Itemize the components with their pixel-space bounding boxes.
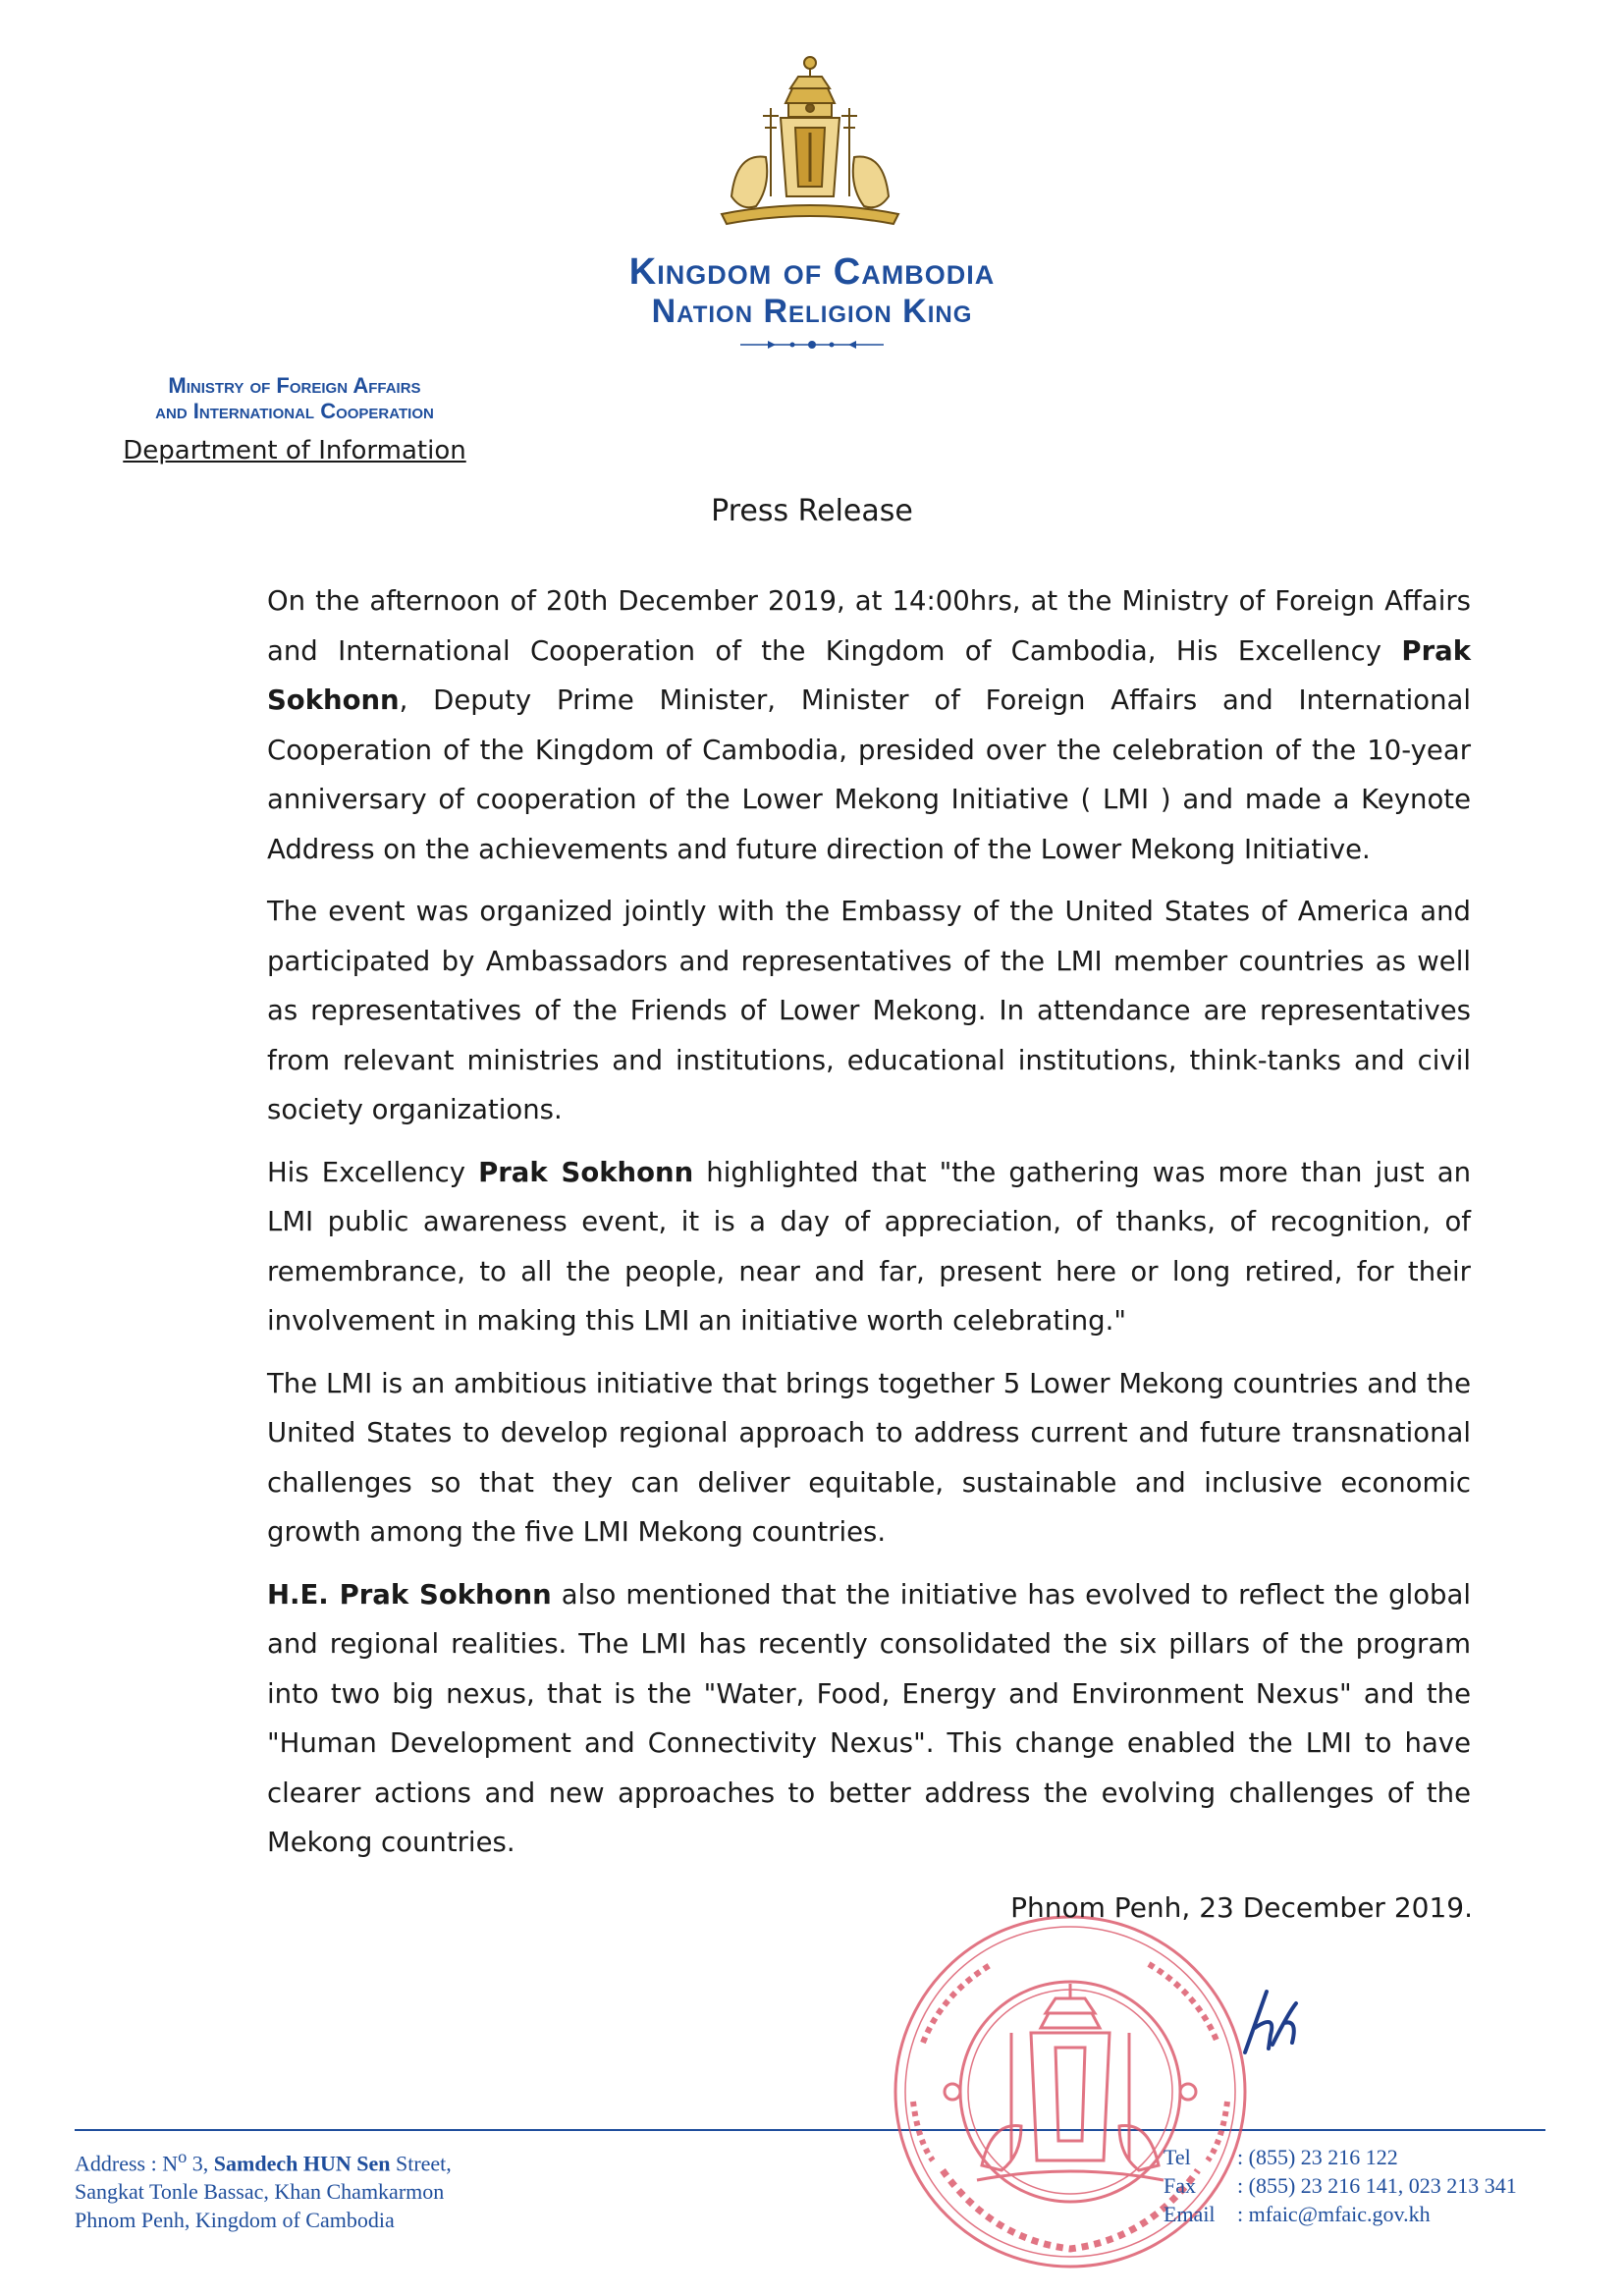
person-name: H.E. Prak Sokhonn — [267, 1578, 552, 1611]
fax-row: Fax : (855) 23 216 141, 023 213 341 — [1164, 2173, 1517, 2198]
person-name: Prak Sokhonn — [267, 634, 1471, 716]
national-motto: Nation Religion King — [651, 293, 973, 330]
ministry-name-line1: Ministry of Foreign Affairs — [168, 373, 421, 398]
paragraph-3: His Excellency Prak Sokhonn highlighted that "the gathering was more than just an LMI public awareness event, it is a day of appreciation, of thanks, of recognition, of remembrance, to all the people, near and far, present here or long retired, for their involvement in making this LMI an initiative worth celebrating." — [267, 1156, 1472, 1337]
footer-address — [75, 2143, 762, 2234]
paragraph-4: The LMI is an ambitious initiative that brings together 5 Lower Mekong countries and the United States to develop regional approach to address current and future transnational challenges so that they can deliver equitable, sustainable and inclusive economic growth among the five LMI Mekong countries. — [267, 1367, 1471, 1548]
paragraph-5: H.E. Prak Sokhonn also mentioned that the initiative has evolved to reflect the global and regional realities. The LMI has recently consolidated the six pillars of the program into two big nexus, that is the "Water, Food, Energy and Environment Nexus" and the "Human Development and Connectivity Nexus". This change enabled the LMI to have clearer actions and new approaches to better address the evolving challenges of the Mekong countries. — [267, 1578, 1471, 1858]
email-row: Email : mfaic@mfaic.gov.kh — [1164, 2202, 1431, 2226]
person-name: Prak Sokhonn — [478, 1156, 694, 1188]
address-line3: Phnom Penh, Kingdom of Cambodia — [75, 2208, 395, 2233]
email-link[interactable]: : mfaic@mfaic.gov.kh — [1237, 2202, 1431, 2226]
document-title: Press Release — [711, 494, 913, 528]
department-name: Department of Information — [123, 436, 466, 465]
address-line2: Sangkat Tonle Bassac, Khan Chamkarmon — [75, 2179, 445, 2205]
dateline: Phnom Penh, 23 December 2019. — [1010, 1891, 1473, 1924]
footer-contact — [1164, 2143, 1596, 2228]
ministry-name-line2: and International Cooperation — [155, 399, 434, 423]
country-name-heading: Kingdom of Cambodia — [628, 251, 996, 293]
address-line1: Address : $N^o$ 3, Samdech HUN Sen Street, — [75, 2147, 452, 2176]
paragraph-2: The event was organized jointly with the Embassy of the United States of America and participated by Ambassadors and representatives of the LMI member countries as well as representatives of the Friends of Lower Mekong. In attendance are representatives from relevant ministries and institutions, educational institutions, think-tanks and civil society organizations. — [267, 896, 1471, 1125]
tel-row: Tel : (855) 23 216 122 — [1164, 2145, 1398, 2169]
ornament-divider-icon — [738, 338, 886, 352]
paragraph-1: On the afternoon of 20th December 2019, at 14:00hrs, at the Ministry of Foreign Affairs and International Cooperation of the Kingdom of Cambodia, His Excellency Prak Sokhonn, Deputy Prime Minister, Minister of Foreign Affairs and International Cooperation of the Kingdom of Cambodia, presided over the celebration of the 10-year anniversary of cooperation of the Lower Mekong Initiative ( LMI ) and made a Keynote Address on the achievements and future direction of the Lower Mekong Initiative. — [267, 585, 1471, 865]
signature-mark — [1227, 1984, 1306, 2062]
press-release-body — [267, 576, 1471, 1881]
footer-divider — [75, 2129, 1545, 2131]
royal-crest-logo — [712, 49, 908, 236]
